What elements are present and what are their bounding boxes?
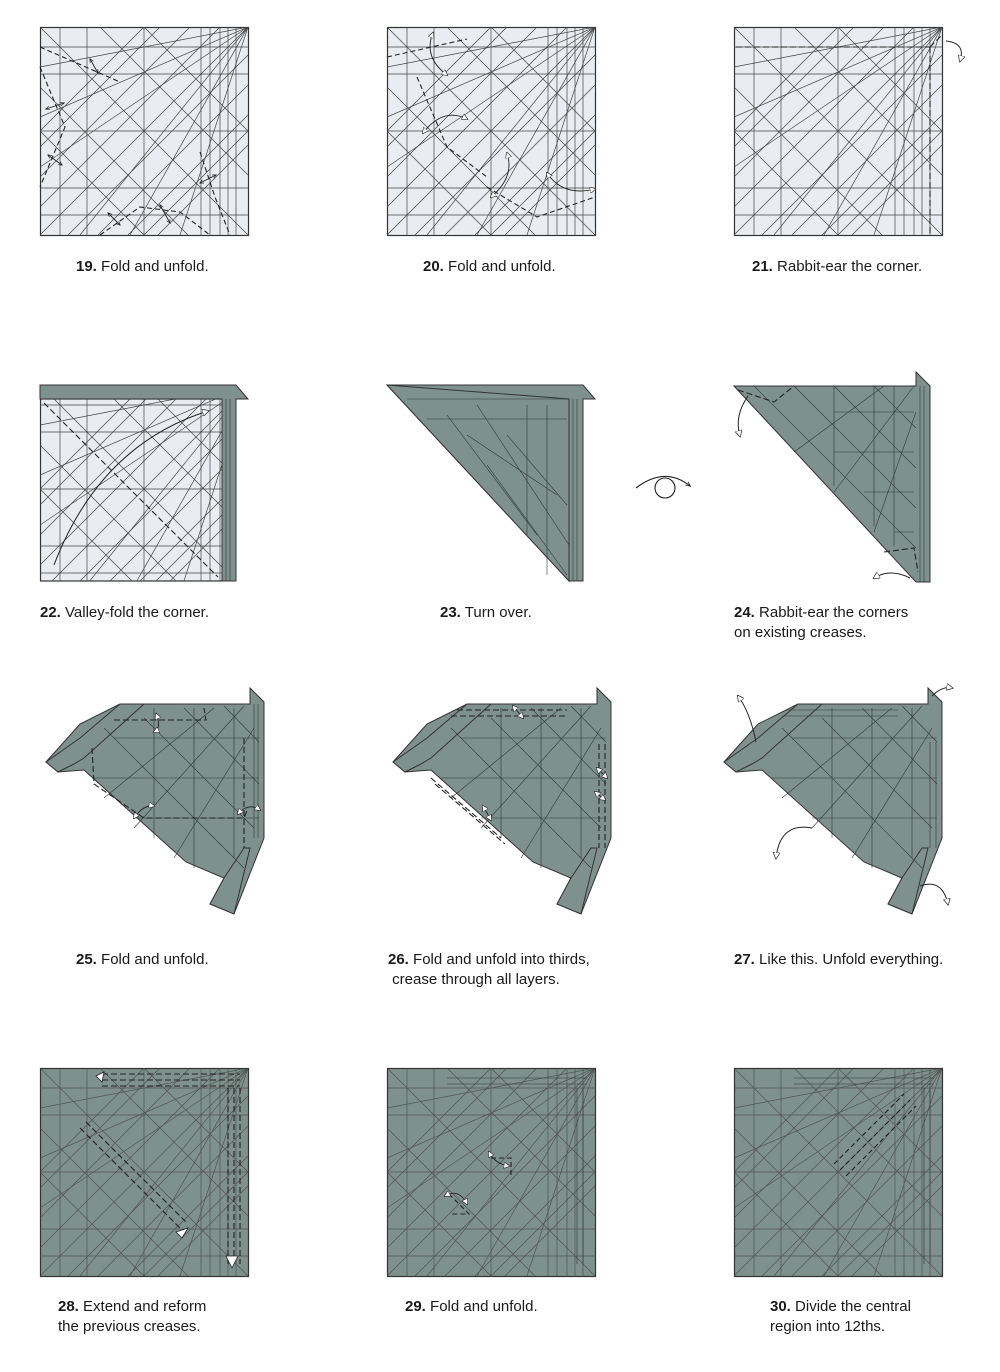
step-number: 19. [76,258,97,275]
step-number: 26. [388,951,409,968]
diagram-step-30 [734,1068,943,1277]
step-text: Rabbit-ear the corners [759,604,909,621]
step-text: Fold and unfold. [448,258,556,275]
step-number: 27. [734,951,755,968]
diagram-step-24 [734,372,939,587]
step-number: 25. [76,951,97,968]
diagram-step-28 [40,1068,249,1277]
step-number: 23. [440,604,461,621]
diagram-step-23 [387,385,602,585]
caption-step-23 [440,603,532,623]
step-text: Divide the central [795,1298,911,1315]
step-text: Fold and unfold. [101,951,209,968]
step-number: 20. [423,258,444,275]
caption-step-19 [76,257,209,277]
diagram-step-20 [387,27,596,236]
step-text: Fold and unfold. [101,258,209,275]
step-number: 30. [770,1298,791,1315]
diagram-step-26 [391,688,621,928]
step-number: 28. [58,1298,79,1315]
step-text: Valley-fold the corner. [65,604,209,621]
caption-step-22 [40,603,209,623]
diagram-step-21 [734,27,974,236]
step-number: 21. [752,258,773,275]
step-number: 24. [734,604,755,621]
caption-step-25 [76,950,209,970]
caption-step-24 [734,603,908,643]
turn-over-icon [632,472,698,507]
caption-step-26 [388,950,590,990]
diagram-step-19 [40,27,249,236]
caption-step-30 [770,1297,911,1337]
step-text: Fold and unfold into thirds, [413,951,590,968]
caption-step-29 [405,1297,538,1317]
step-text-line2: on existing creases. [734,624,867,641]
caption-step-21 [752,257,922,277]
step-text-line2: the previous creases. [58,1318,201,1335]
step-text-line2: crease through all layers. [392,971,560,988]
step-number: 22. [40,604,61,621]
caption-step-20 [423,257,556,277]
diagram-step-29 [387,1068,596,1277]
step-text-line2: region into 12ths. [770,1318,886,1335]
step-text: Rabbit-ear the corner. [777,258,923,275]
diagram-step-27 [720,682,960,922]
step-text: Extend and reform [83,1298,207,1315]
diagram-step-25 [44,688,274,928]
step-number: 29. [405,1298,426,1315]
caption-step-27 [734,950,943,970]
step-text: Like this. Unfold everything. [759,951,944,968]
step-text: Fold and unfold. [430,1298,538,1315]
step-text: Turn over. [464,604,532,621]
diagram-step-22 [40,385,255,585]
caption-step-28 [58,1297,206,1337]
